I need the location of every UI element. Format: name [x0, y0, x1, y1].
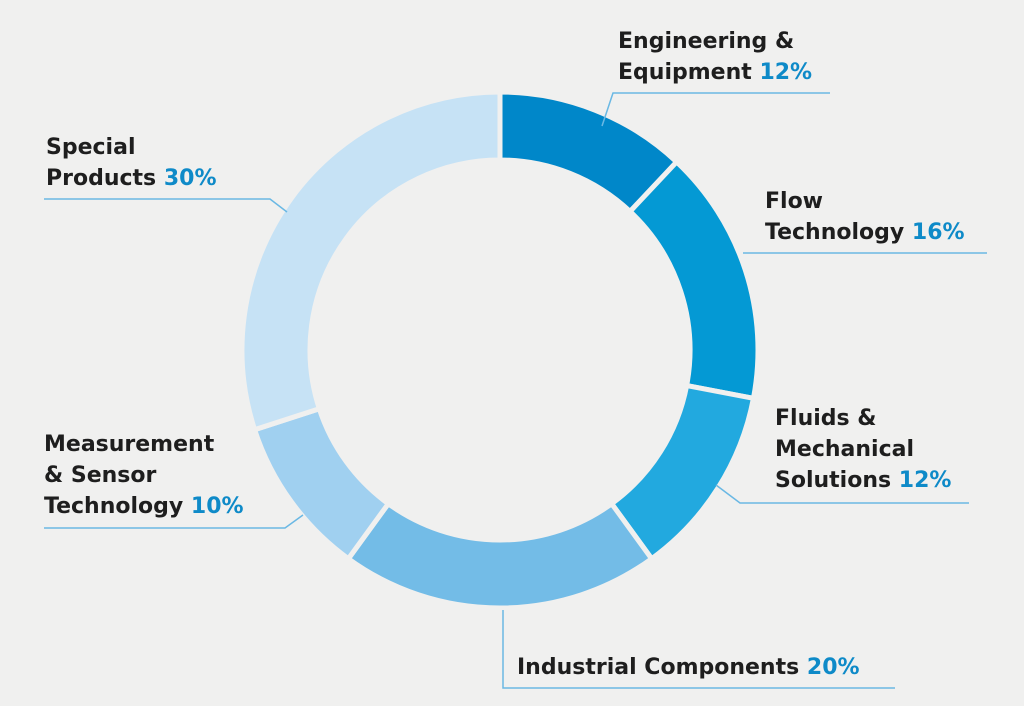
label-flow-technology: Flow Technology 16% [765, 189, 965, 245]
label-fluids-mechanical-solutions: Fluids & Mechanical Solutions 12% [775, 406, 952, 493]
label-special-products: Special Products 30% [46, 135, 217, 191]
slice-industrial-components [348, 504, 651, 608]
leader-line-engineering-equipment [602, 93, 830, 126]
label-engineering-equipment: Engineering & Equipment 12% [618, 29, 813, 85]
label-measurement-sensor-technology: Measurement & Sensor Technology 10% [44, 432, 244, 519]
value-measurement-sensor-technology: 10% [190, 494, 244, 519]
value-flow-technology: 16% [911, 220, 965, 245]
slice-flow-technology [630, 162, 758, 398]
leader-line-special-products [44, 199, 287, 212]
label-industrial-components: Industrial Components 20% [517, 655, 860, 680]
value-industrial-components: 20% [806, 655, 860, 680]
value-special-products: 30% [163, 166, 217, 191]
value-engineering-equipment: 12% [759, 60, 813, 85]
slice-special-products [242, 92, 500, 430]
value-fluids-mechanical-solutions: 12% [898, 468, 952, 493]
